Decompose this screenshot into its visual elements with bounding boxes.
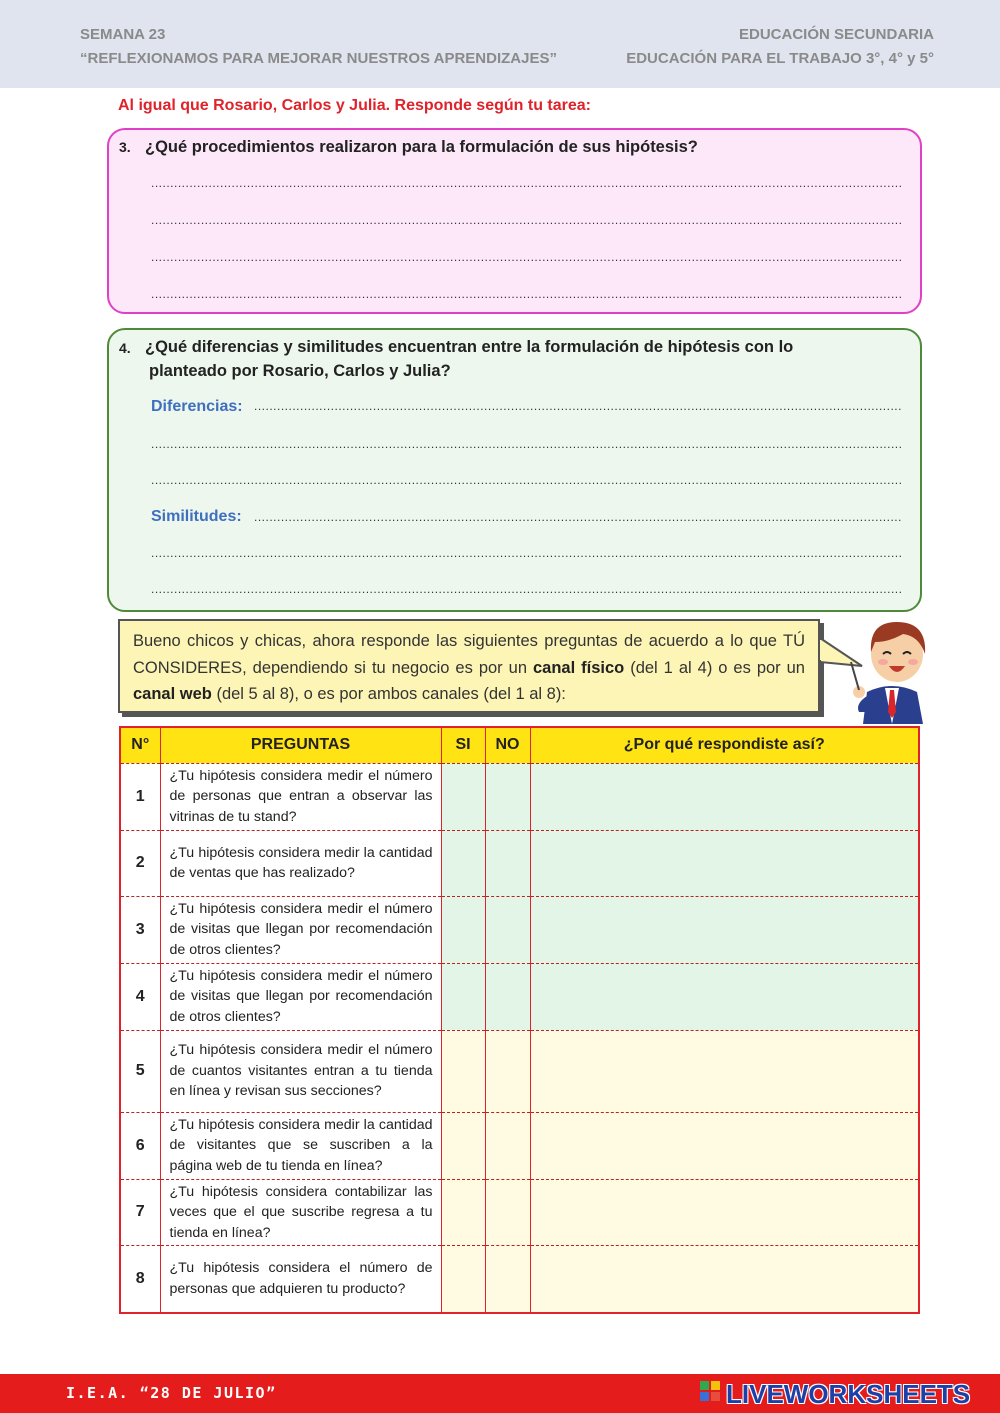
yes-cell[interactable]: [441, 896, 485, 963]
why-cell[interactable]: [530, 763, 919, 830]
bubble-text-3: (del 5 al 8), o es por ambos canales (del 1 al 8):: [211, 685, 566, 703]
yes-cell[interactable]: [441, 1030, 485, 1112]
teacher-character-illustration: [845, 612, 940, 724]
logo-square-icon: [711, 1392, 720, 1401]
logo-square-icon: [700, 1381, 709, 1390]
why-cell[interactable]: [530, 1030, 919, 1112]
row-number: 1: [120, 763, 160, 830]
yes-cell[interactable]: [441, 763, 485, 830]
row-number: 8: [120, 1246, 160, 1313]
differences-label: Diferencias:: [151, 398, 243, 415]
bubble-text-2: (del 1 al 4) o es por un: [624, 658, 805, 677]
row-question: ¿Tu hipótesis considera medir la cantidad de ventas que has realizado?: [160, 830, 441, 896]
why-cell[interactable]: [530, 896, 919, 963]
question-4-text-line1: ¿Qué diferencias y similitudes encuentran entre la formulación de hipótesis con lo: [145, 338, 794, 356]
page-header: [0, 0, 1000, 88]
header-questions: PREGUNTAS: [160, 727, 441, 763]
question-3-number: 3.: [119, 139, 131, 155]
yes-cell[interactable]: [441, 1179, 485, 1246]
no-cell[interactable]: [485, 963, 530, 1030]
row-question: ¿Tu hipótesis considera medir el número de cuantos visitantes entran a tu tienda en línea y revisan sus secciones?: [160, 1030, 441, 1112]
question-3-box: [107, 128, 922, 314]
question-4-number: 4.: [119, 340, 131, 356]
answer-line[interactable]: [254, 510, 901, 526]
row-question: ¿Tu hipótesis considera medir el número de visitas que llegan por recomendación de otros clientes?: [160, 896, 441, 963]
question-4-box: [107, 328, 922, 612]
row-number: 2: [120, 830, 160, 896]
table-row: [120, 963, 919, 1030]
week-label: SEMANA 23: [80, 26, 166, 43]
answer-line[interactable]: [151, 546, 901, 562]
row-number: 6: [120, 1112, 160, 1179]
session-title: “REFLEXIONAMOS PARA MEJORAR NUESTROS APRENDIZAJES”: [80, 50, 557, 67]
table-row: [120, 763, 919, 830]
answer-line[interactable]: [151, 437, 901, 453]
why-cell[interactable]: [530, 1179, 919, 1246]
course-label: EDUCACIÓN PARA EL TRABAJO 3°, 4° y 5°: [626, 50, 934, 67]
level-label: EDUCACIÓN SECUNDARIA: [738, 26, 934, 43]
page-footer: [0, 1374, 1000, 1413]
header-why: ¿Por qué respondiste así?: [530, 727, 919, 763]
answer-line[interactable]: [151, 176, 901, 192]
row-question: ¿Tu hipótesis considera medir la cantidad de visitantes que se suscriben a la página web de tu tienda en línea?: [160, 1112, 441, 1179]
bubble-text-1: Bueno chicos y chicas, ahora responde las siguientes preguntas de acuerdo a lo que TÚ CONSIDERES, dependiendo si tu negocio es por un: [133, 632, 805, 677]
similarities-label: Similitudes:: [151, 508, 242, 525]
no-cell[interactable]: [485, 1246, 530, 1313]
row-question: ¿Tu hipótesis considera el número de personas que adquieren tu producto?: [160, 1246, 441, 1313]
row-number: 4: [120, 963, 160, 1030]
question-4-text-line2: planteado por Rosario, Carlos y Julia?: [149, 362, 451, 380]
row-question: ¿Tu hipótesis considera contabilizar las veces que el que suscribe regresa a tu tienda en línea?: [160, 1179, 441, 1246]
no-cell[interactable]: [485, 763, 530, 830]
school-name: I.E.A. “28 DE JULIO”: [66, 1384, 277, 1402]
yes-cell[interactable]: [441, 963, 485, 1030]
instruction-bubble: [118, 619, 820, 713]
row-number: 5: [120, 1030, 160, 1112]
question-3-text: ¿Qué procedimientos realizaron para la formulación de sus hipótesis?: [145, 138, 698, 156]
yes-cell[interactable]: [441, 1246, 485, 1313]
bubble-bold-2: canal web: [133, 685, 212, 703]
answer-line[interactable]: [151, 582, 901, 598]
yes-cell[interactable]: [441, 830, 485, 896]
table-row: [120, 1179, 919, 1246]
why-cell[interactable]: [530, 1246, 919, 1313]
no-cell[interactable]: [485, 1030, 530, 1112]
logo-square-icon: [700, 1392, 709, 1401]
header-yes: SI: [441, 727, 485, 763]
brand-text: LIVEWORKSHEETS: [726, 1379, 971, 1409]
answer-line[interactable]: [151, 473, 901, 489]
table-row: [120, 1030, 919, 1112]
no-cell[interactable]: [485, 1112, 530, 1179]
table-row: [120, 830, 919, 896]
no-cell[interactable]: [485, 896, 530, 963]
answer-line[interactable]: [151, 213, 901, 229]
questions-table: [119, 726, 920, 1314]
answer-line[interactable]: [254, 399, 901, 415]
bubble-bold-1: canal físico: [532, 658, 625, 677]
table-row: [120, 1246, 919, 1313]
header-no: NO: [485, 727, 530, 763]
logo-square-icon: [711, 1381, 720, 1390]
why-cell[interactable]: [530, 1112, 919, 1179]
no-cell[interactable]: [485, 1179, 530, 1246]
row-question: ¿Tu hipótesis considera medir el número de personas que entran a observar las vitrinas de tu stand?: [160, 763, 441, 830]
yes-cell[interactable]: [441, 1112, 485, 1179]
row-number: 7: [120, 1179, 160, 1246]
answer-line[interactable]: [151, 287, 901, 303]
row-question: ¿Tu hipótesis considera medir el número de visitas que llegan por recomendación de otros clientes?: [160, 963, 441, 1030]
why-cell[interactable]: [530, 963, 919, 1030]
row-number: 3: [120, 896, 160, 963]
table-row: [120, 896, 919, 963]
answer-line[interactable]: [151, 250, 901, 266]
instruction-text: Al igual que Rosario, Carlos y Julia. Responde según tu tarea:: [118, 97, 591, 114]
why-cell[interactable]: [530, 830, 919, 896]
no-cell[interactable]: [485, 830, 530, 896]
header-number: N°: [120, 727, 160, 763]
table-row: [120, 1112, 919, 1179]
